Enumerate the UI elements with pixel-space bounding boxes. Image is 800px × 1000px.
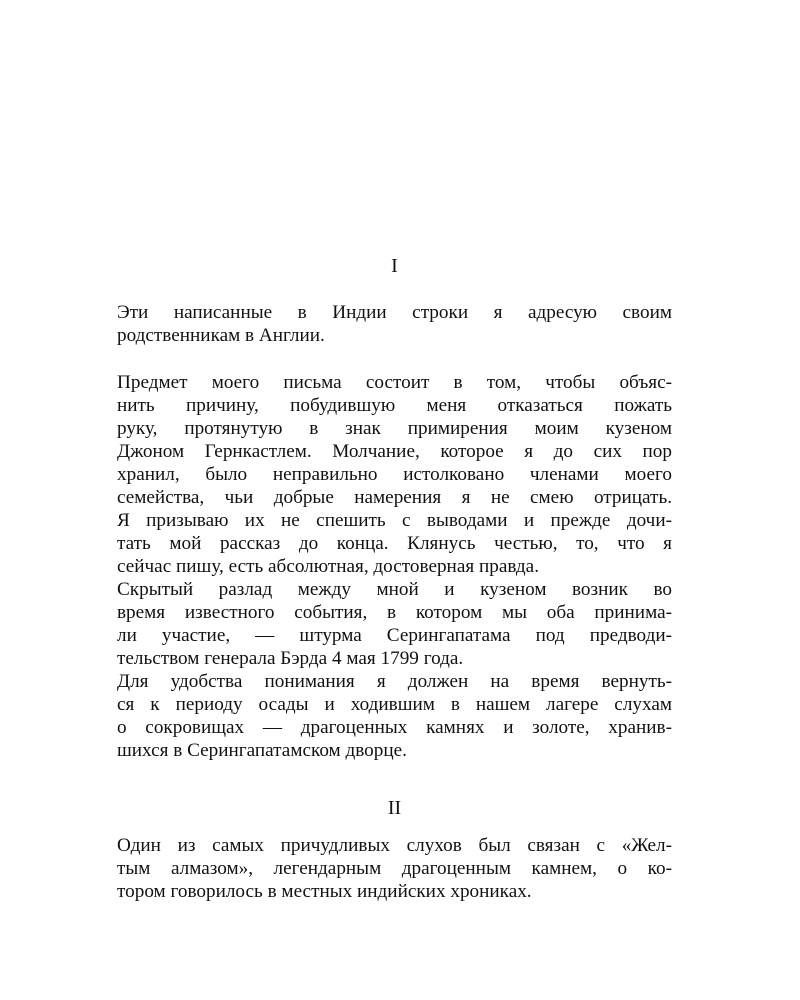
text-line: хранил, было неправильно истолковано членами моего xyxy=(117,464,672,485)
paragraph-1 xyxy=(117,301,672,347)
text-line: родственникам в Англии. xyxy=(117,325,325,346)
text-line: время известного события, в котором мы оба принима- xyxy=(117,602,672,623)
text-line: руку, протянутую в знак примирения моим кузеном xyxy=(117,418,672,439)
text-line: Я призываю их не спешить с выводами и прежде дочи- xyxy=(117,510,672,531)
section-heading-2: II xyxy=(387,797,402,819)
text-line: сейчас пишу, есть абсолютная, достоверная правда. xyxy=(117,556,539,577)
text-line: тым алмазом», легендарным драгоценным камнем, о ко- xyxy=(117,858,672,879)
text-line: о сокровищах — драгоценных камнях и золоте, хранив- xyxy=(117,717,672,738)
text-line: ся к периоду осады и ходившим в нашем лагере слухам xyxy=(117,694,672,715)
text-line: нить причину, побудившую меня отказаться пожать xyxy=(117,395,672,416)
text-line: тором говорилось в местных индийских хрониках. xyxy=(117,881,532,902)
paragraph-2 xyxy=(117,371,672,578)
paragraph-3 xyxy=(117,578,672,670)
section-heading-1: I xyxy=(391,255,398,277)
text-line: Эти написанные в Индии строки я адресую своим xyxy=(117,302,672,323)
text-line: Один из самых причудливых слухов был связан с «Жел- xyxy=(117,835,672,856)
text-line: тать мой рассказ до конца. Клянусь честью, то, что я xyxy=(117,533,672,554)
paragraph-4 xyxy=(117,670,672,762)
paragraph-5 xyxy=(117,834,672,903)
text-line: ли участие, — штурма Серингапатама под предводи- xyxy=(117,625,672,646)
text-line: Джоном Гернкастлем. Молчание, которое я до сих пор xyxy=(117,441,672,462)
text-line: Скрытый разлад между мной и кузеном возник во xyxy=(117,579,672,600)
text-line: тельством генерала Бэрда 4 мая 1799 года. xyxy=(117,648,464,669)
text-line: шихся в Серингапатамском дворце. xyxy=(117,740,407,761)
text-line: Для удобства понимания я должен на время вернуть- xyxy=(117,671,672,692)
text-line: семейства, чьи добрые намерения я не смею отрицать. xyxy=(117,487,672,508)
text-line: Предмет моего письма состоит в том, чтобы объяс- xyxy=(117,372,672,393)
